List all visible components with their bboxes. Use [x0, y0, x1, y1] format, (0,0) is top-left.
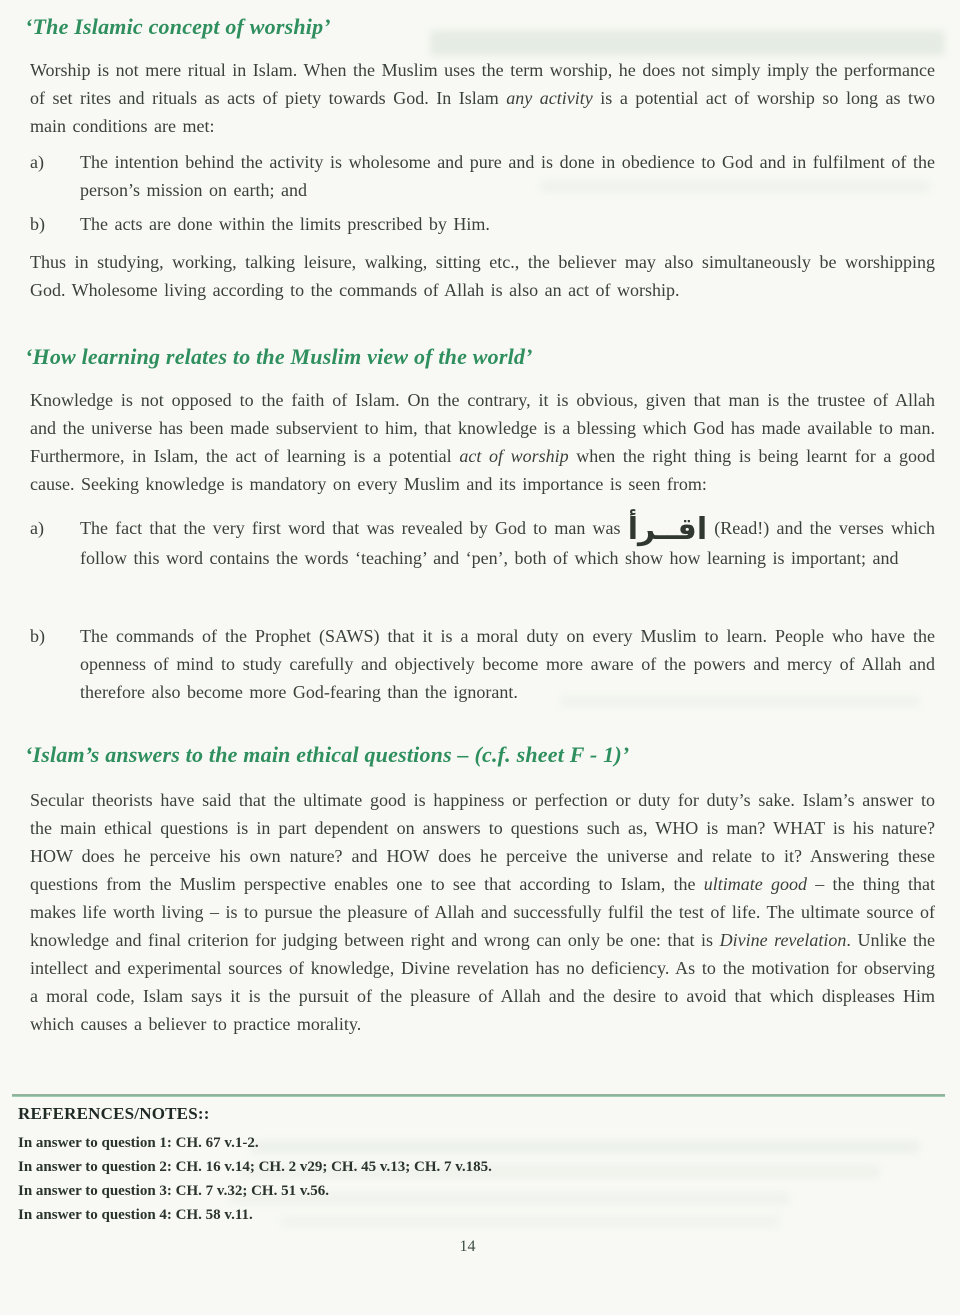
text-run: when the right thing is being learnt for a good cause. Seeking knowledge is mandatory on every Muslim and its importance is seen from: — [30, 446, 935, 494]
list-item-b-learning — [30, 622, 935, 706]
section-heading-learning: ‘How learning relates to the Muslim view of the world’ — [25, 344, 533, 369]
references-divider-rule — [12, 1094, 945, 1097]
list-marker-b: b) — [30, 214, 45, 234]
text-run: is a potential act of worship so long as two main conditions are met: — [30, 88, 935, 136]
text-run: – the thing that makes life worth living – is to pursue the pleasure of Allah and successfully fulfil the test of life. The ultimate source of knowledge and final criterion for judging between right and wrong can only be one: that is — [30, 874, 935, 950]
paragraph-worship-conclusion: Thus in studying, working, talking leisure, walking, sitting etc., the believer may also simultaneously be worshipping God. Wholesome living according to the commands of Allah is also an act of worship. — [30, 252, 935, 300]
paragraph-learning-intro — [30, 386, 935, 498]
arabic-word-iqra: اقــرأ — [627, 512, 708, 547]
references-list — [18, 1131, 938, 1227]
list-item-b-worship — [30, 210, 935, 238]
list-item-text: The commands of the Prophet (SAWS) that it is a moral duty on every Muslim to learn. People who have the openness of mind to study carefully and objectively become more aware of the powers and mercy of Allah and therefore also become more God-fearing than the ignorant. — [80, 626, 935, 702]
italic-divine-revelation: Divine revelation — [719, 930, 847, 950]
list-item-a-learning — [30, 514, 935, 572]
italic-act-of-worship: act of worship — [459, 446, 569, 466]
list-item-text — [80, 514, 935, 572]
reference-line: In answer to question 3: CH. 7 v.32; CH. 51 v.56. — [18, 1183, 330, 1199]
section-heading-worship: ‘The Islamic concept of worship’ — [25, 14, 331, 39]
text-run: Worship is not mere ritual in Islam. When the Muslim uses the term worship, he does not simply imply the performance of set rites and rituals as acts of piety towards God. In Islam — [30, 60, 935, 108]
section-heading-ethics: ‘Islam’s answers to the main ethical questions – (c.f. sheet F - 1)’ — [25, 742, 630, 767]
page-number: 14 — [459, 1238, 476, 1255]
paragraph-worship-intro — [30, 56, 935, 140]
paragraph-ethics — [30, 786, 935, 1038]
reference-line: In answer to question 4: CH. 58 v.11. — [18, 1207, 253, 1223]
reference-line: In answer to question 2: CH. 16 v.14; CH. 2 v29; CH. 45 v.13; CH. 7 v.185. — [18, 1159, 492, 1175]
text-run: Secular theorists have said that the ultimate good is happiness or perfection or duty for duty’s sake. Islam’s answer to the main ethical questions is in part dependent on answers to questions such as, WHO is man? WHAT is his nature? HOW does he perceive his own nature? and HOW does he perceive the universe and relate to it? Answering these questions from the Muslim perspective enables one to see that according to Islam, the — [30, 790, 935, 894]
list-marker-b: b) — [30, 626, 45, 646]
italic-any-activity: any activity — [506, 88, 593, 108]
text-run: (Read!) and the verses which follow this word contains the words ‘teaching’ and ‘pen’, both of which show how learning is important; and — [80, 518, 935, 568]
list-item-a-worship — [30, 148, 935, 204]
list-item-text: The acts are done within the limits prescribed by Him. — [80, 214, 490, 234]
italic-ultimate-good: ultimate good — [703, 874, 808, 894]
text-run: Knowledge is not opposed to the faith of Islam. On the contrary, it is obvious, given that man is the trustee of Allah and the universe has been made subservient to him, that knowledge is a blessing which God has made available to man. Furthermore, in Islam, the act of learning is a potential — [30, 390, 935, 466]
text-run: . Unlike the intellect and experimental sources of knowledge, Divine revelation has no deficiency. As to the motivation for observing a moral code, Islam says it is the pursuit of the pleasure of Allah and the desire to avoid that which displeases Him which causes a believer to practice morality. — [30, 930, 935, 1034]
references-title: REFERENCES/NOTES:: — [18, 1104, 210, 1123]
list-item-text: The intention behind the activity is wholesome and pure and is done in obedience to God and in fulfilment of the person’s mission on earth; and — [80, 152, 935, 200]
reference-line: In answer to question 1: CH. 67 v.1-2. — [18, 1135, 259, 1151]
list-marker-a: a) — [30, 152, 44, 172]
list-marker-a: a) — [30, 518, 44, 538]
text-run: The fact that the very first word that was revealed by God to man was — [80, 518, 628, 538]
bleed-through-artifact — [430, 30, 945, 56]
